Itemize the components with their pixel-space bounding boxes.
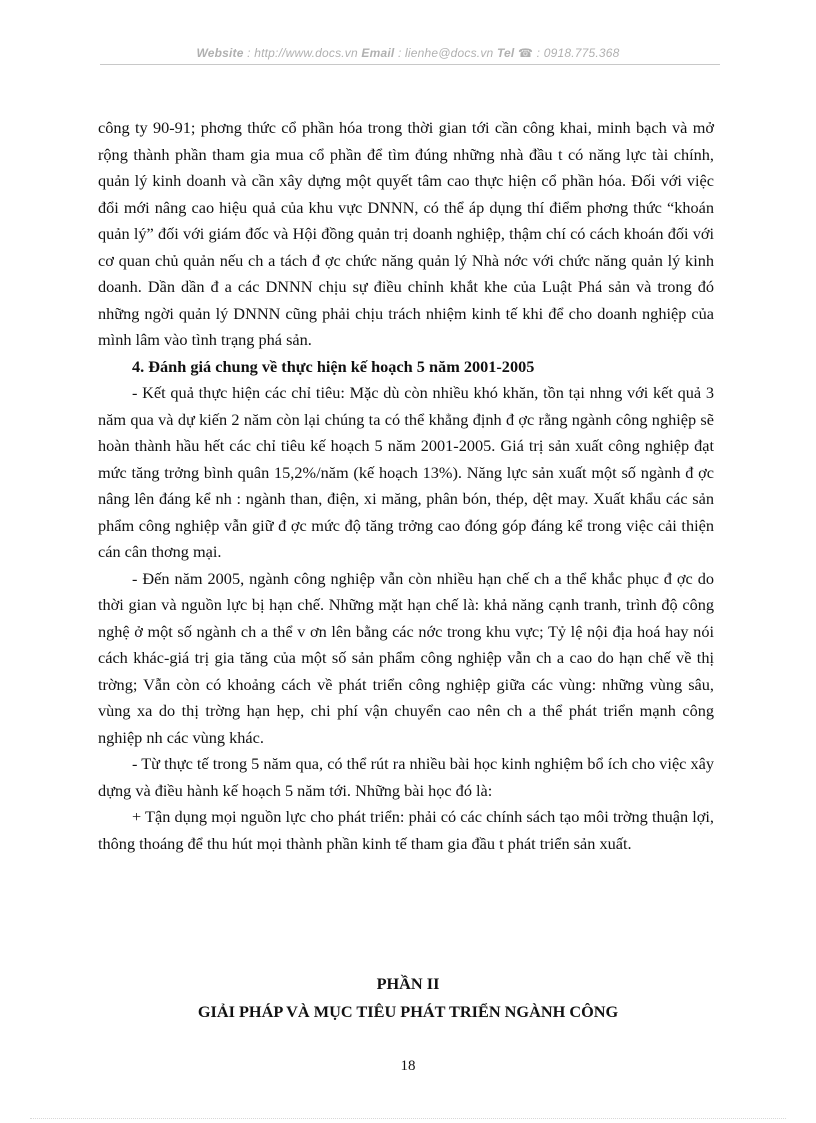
email-value: : lienhe@docs.vn: [394, 46, 497, 60]
header-divider: [100, 64, 720, 65]
page-body: [98, 115, 714, 857]
body-paragraph-4: - Từ thực tế trong 5 năm qua, có thể rút ra nhiều bài học kinh nghiệm bổ ích cho việc xây dựng và điều hành kế hoạch 5 năm tới. Những bài học đó là:: [98, 754, 714, 800]
body-paragraph-1: công ty 90-91; phơng thức cổ phần hóa trong thời gian tới cần công khai, minh bạch và mở rộng thành phần tham gia mua cổ phần để tìm đúng những nhà đầu t có năng lực tài chính, quản lý kinh doanh và cần xây dựng một quyết tâm cao thực hiện cổ phần hóa. Đối với việc đổi mới nâng cao hiệu quả của khu vực DNNN, có thể áp dụng thí điểm phơng thức “khoán quản lý” đối với giám đốc và Hội đồng quản trị doanh nghiệp, thậm chí có cách khoán đối với cơ quan chủ quản nếu ch a tách đ ợc chức năng quản lý Nhà nớc với chức năng quản lý kinh doanh. Dần dần đ a các DNNN chịu sự điều chỉnh khắt khe của Luật Phá sản và trong đó những ngời quản lý DNNN cũng phải chịu trách nhiệm kinh tế khi để cho doanh nghiệp của mình lâm vào tình trạng phá sản.: [98, 118, 714, 349]
section-heading: 4. Đánh giá chung về thực hiện kế hoạch 5 năm 2001-2005: [132, 356, 535, 376]
tel-value: ☎ : 0918.775.368: [514, 46, 620, 60]
footer-divider: [30, 1118, 786, 1119]
tel-label: Tel: [496, 46, 515, 60]
page-number: 18: [400, 1058, 416, 1074]
body-paragraph-3: - Đến năm 2005, ngành công nghiệp vẫn còn nhiều hạn chế ch a thể khắc phục đ ợc do thời gian và nguồn lực bị hạn chế. Những mặt hạn chế là: khả năng cạnh tranh, trình độ công nghệ ở một số ngành ch a thể v ơn lên bằng các nớc trong khu vực; Tỷ lệ nội địa hoá hay nói cách khác-giá trị gia tăng của một số sản phẩm công nghiệp vẫn ch a cao do hạn chế về thị trờng; Vẫn còn có khoảng cách về phát triển công nghiệp giữa các vùng: những vùng sâu, vùng xa do thị trờng hạn hẹp, chi phí vận chuyển cao nên ch a thể phát triển mạnh công nghiệp nh các vùng khác.: [98, 568, 714, 747]
body-paragraph-2: - Kết quả thực hiện các chỉ tiêu: Mặc dù còn nhiều khó khăn, tồn tại nhng với kết quả 3 năm qua và dự kiến 2 năm còn lại chúng ta có thể khẳng định đ ợc rằng ngành công nghiệp sẽ hoàn thành hầu hết các chỉ tiêu kế hoạch 5 năm 2001-2005. Giá trị sản xuất công nghiệp đạt mức tăng trởng bình quân 15,2%/năm (kế hoạch 13%). Năng lực sản xuất một số ngành đ ợc nâng lên đáng kể nh : ngành than, điện, xi măng, phân bón, thép, dệt may. Xuất khẩu các sản phẩm công nghiệp vẫn giữ đ ợc mức độ tăng trởng cao đóng góp đáng kể trong việc cải thiện cán cân thơng mại.: [98, 383, 714, 561]
page-header: [0, 46, 816, 60]
website-value: : http://www.docs.vn: [243, 46, 362, 60]
website-label: Website: [196, 46, 244, 60]
part-title: GIẢI PHÁP VÀ MỤC TIÊU PHÁT TRIỂN NGÀNH CÔNG: [197, 1002, 619, 1021]
part-number: PHẦN II: [376, 974, 440, 993]
part-heading: [0, 970, 816, 1026]
email-label: Email: [361, 46, 395, 60]
body-paragraph-5: + Tận dụng mọi nguồn lực cho phát triển: phải có các chính sách tạo môi trờng thuận lợi, thông thoáng để thu hút mọi thành phần kinh tế tham gia đầu t phát triển sản xuất.: [98, 807, 714, 853]
